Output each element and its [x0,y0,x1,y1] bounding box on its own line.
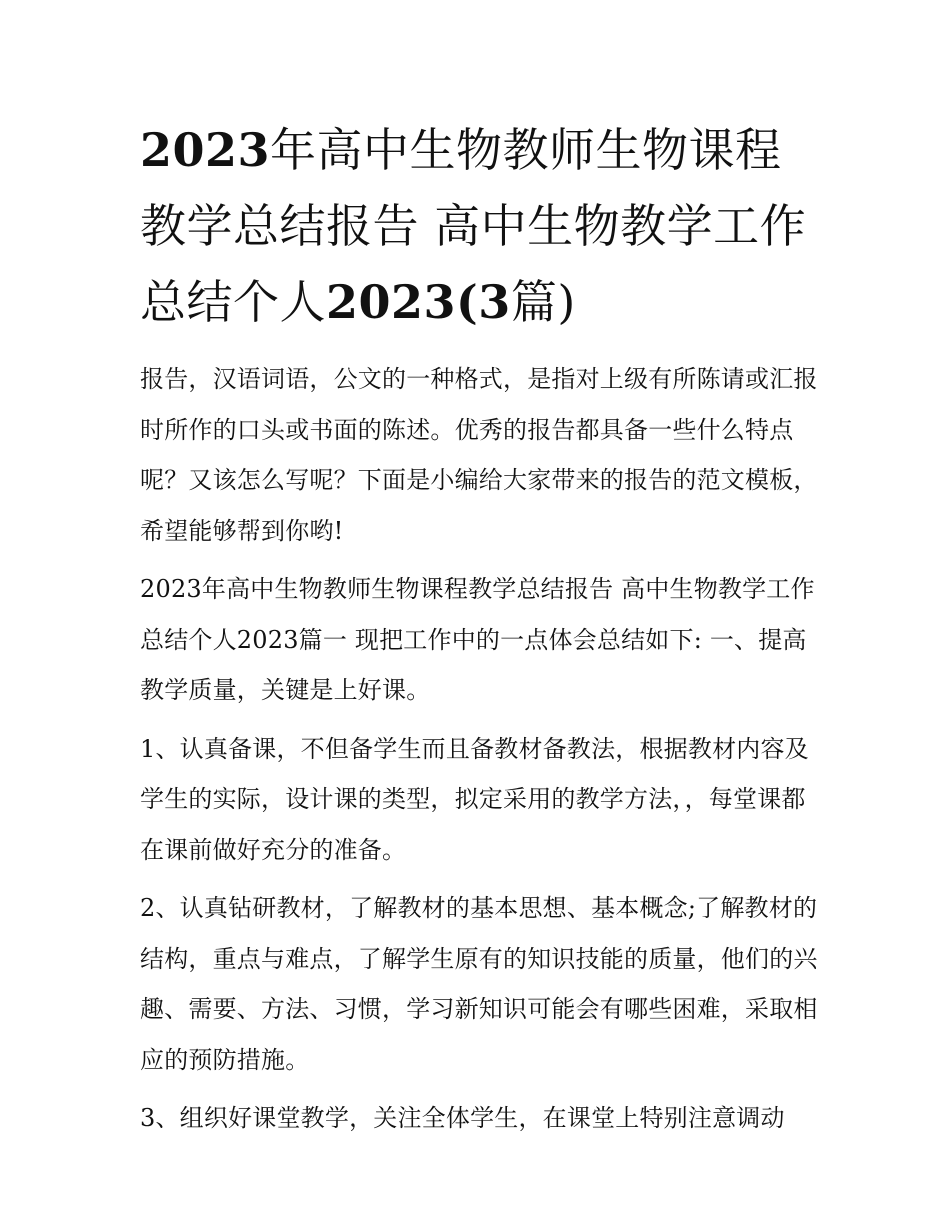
document-page [140,112,820,1144]
paragraph-item-3: 3、组织好课堂教学，关注全体学生，在课堂上特别注意调动 [140,1104,785,1132]
title-year: 2023 [140,123,271,177]
paragraph-intro: 报告，汉语词语，公文的一种格式，是指对上级有所陈请或汇报时所作的口头或书面的陈述。优秀的报告都具备一些什么特点呢？又该怎么写呢？下面是小编给大家带来的报告的范文模板，希望能够帮到你哟! [140,365,818,545]
paragraph-item-1: 1、认真备课，不但备学生而且备教材备教法，根据教材内容及学生的实际，设计课的类型，拟定采用的教学方法，，每堂课都在课前做好充分的准备。 [140,734,809,864]
document-title [140,112,820,340]
title-suffix: 篇) [510,275,576,329]
title-text: 年高中生物教师生物课程教学总结报告 高中生物教学工作总结个人 [140,123,807,329]
title-year-count: 2023(3 [326,275,511,329]
paragraph-heading: 2023年高中生物教师生物课程教学总结报告 高中生物教学工作总结个人2023篇一 现把工作中的一点体会总结如下: 一、提高教学质量，关键是上好课。 [140,575,815,704]
paragraph-item-2: 2、认真钻研教材，了解教材的基本思想、基本概念;了解教材的结构，重点与难点，了解学生原有的知识技能的质量，他们的兴趣、需要、方法、习惯，学习新知识可能会有哪些困难，采取相应的预防措施。 [140,894,818,1074]
